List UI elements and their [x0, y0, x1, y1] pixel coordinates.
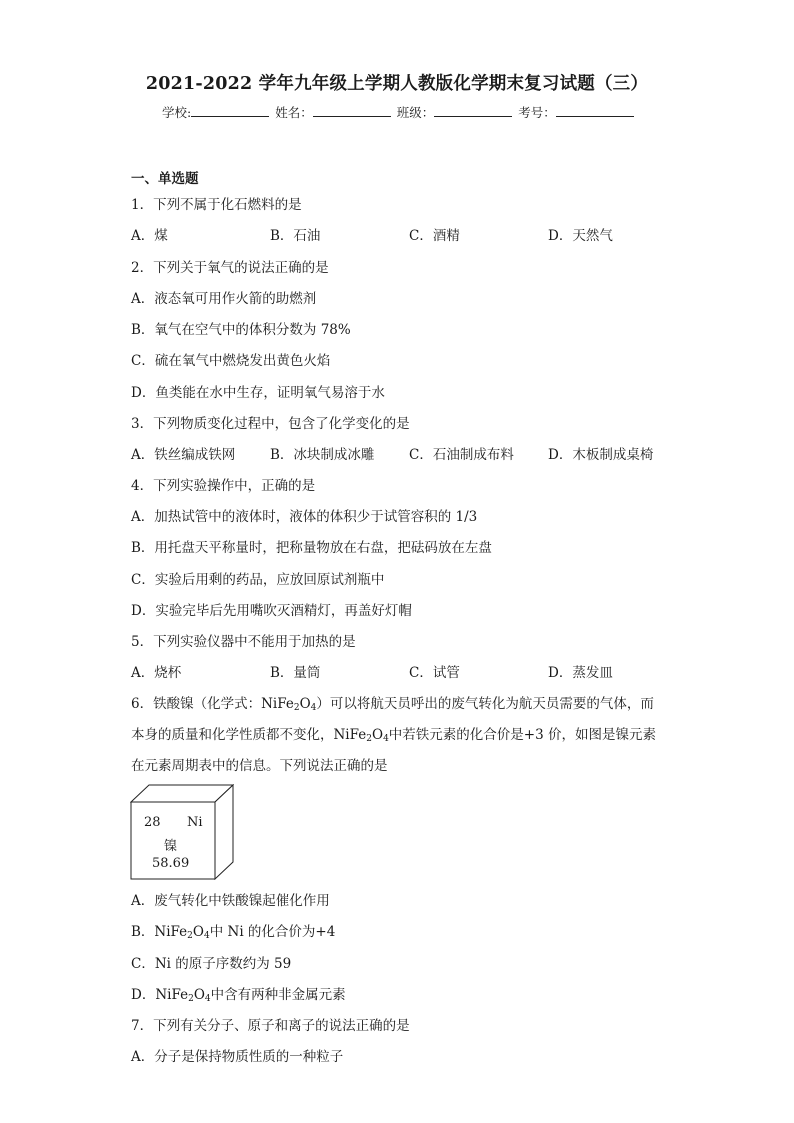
- number-blank: [556, 104, 634, 117]
- atomic-mass: 58.69: [152, 856, 190, 871]
- question-stem-line-1: 6．铁酸镍（化学式：$NiFe_2O_4$）可以将航天员呼出的废气转化为航天员需要的气体，而: [131, 696, 654, 713]
- section-title: 一、单选题: [131, 171, 199, 187]
- exam-title: 2021-2022 学年九年级上学期人教版化学期末复习试题（三）: [145, 74, 649, 94]
- atomic-number: 28: [144, 815, 161, 830]
- option-c: C．Ni 的原子序数约为 59: [131, 956, 292, 972]
- option-a: A．分子是保持物质性质的一种粒子: [131, 1049, 344, 1065]
- class-blank: [434, 104, 512, 117]
- question-stem-line-3: 在元素周期表中的信息。下列说法正确的是: [131, 758, 388, 774]
- option-a: A．液态氧可用作火箭的助燃剂: [131, 291, 317, 307]
- question-stem: 7．下列有关分子、原子和离子的说法正确的是: [131, 1018, 410, 1034]
- question-stem: 5．下列实验仪器中不能用于加热的是: [131, 634, 356, 650]
- question-stem-line-2: 本身的质量和化学性质都不变化，$NiFe_2O_4$中若铁元素的化合价是+3 价，如图是镍元素: [131, 727, 656, 744]
- option-a: A．烧杯: [131, 665, 182, 681]
- option-c: C．实验后用剩的药品，应放回原试剂瓶中: [131, 572, 385, 588]
- question-stem: 1．下列不属于化石燃料的是: [131, 197, 302, 213]
- option-b: B．$NiFe_2O_4$中 Ni 的化合价为+4: [131, 924, 336, 941]
- class-label: 班级：: [396, 105, 435, 120]
- option-b: B．石油: [270, 228, 321, 244]
- question-stem: 4．下列实验操作中，正确的是: [131, 478, 316, 494]
- student-info-row: [162, 103, 636, 121]
- name-blank: [313, 104, 391, 117]
- element-card-nickel: [130, 784, 234, 880]
- option-b: B．量筒: [270, 665, 321, 681]
- question-stem: 3．下列物质变化过程中，包含了化学变化的是: [131, 416, 410, 432]
- option-b: B．用托盘天平称量时，把称量物放在右盘，把砝码放在左盘: [131, 540, 492, 556]
- element-name: 镍: [164, 839, 178, 854]
- option-b: B．冰块制成冰雕: [270, 447, 375, 463]
- option-d: D．鱼类能在水中生存，证明氧气易溶于水: [131, 385, 385, 401]
- school-label: 学校:: [162, 105, 192, 120]
- option-d: D．蒸发皿: [548, 665, 613, 681]
- option-c: C．石油制成布料: [409, 447, 514, 463]
- option-d: D．$NiFe_2O_4$中含有两种非金属元素: [131, 987, 346, 1004]
- option-a: A．煤: [131, 228, 168, 244]
- option-d: D．实验完毕后先用嘴吹灭酒精灯，再盖好灯帽: [131, 603, 412, 619]
- school-blank: [191, 104, 269, 117]
- option-a: A．加热试管中的液体时，液体的体积少于试管容积的 1/3: [131, 509, 478, 525]
- question-stem: 2．下列关于氧气的说法正确的是: [131, 260, 329, 276]
- name-label: 姓名：: [275, 105, 313, 120]
- option-d: D．天然气: [548, 228, 613, 244]
- option-a: A．废气转化中铁酸镍起催化作用: [131, 893, 330, 909]
- option-c: C．试管: [409, 665, 460, 681]
- option-d: D．木板制成桌椅: [548, 447, 654, 463]
- option-a: A．铁丝编成铁网: [131, 447, 236, 463]
- option-c: C．硫在氧气中燃烧发出黄色火焰: [131, 353, 331, 369]
- option-b: B．氧气在空气中的体积分数为 78%: [131, 322, 351, 338]
- option-c: C．酒精: [409, 228, 460, 244]
- number-label: 考号：: [518, 105, 556, 120]
- element-symbol: Ni: [187, 815, 203, 830]
